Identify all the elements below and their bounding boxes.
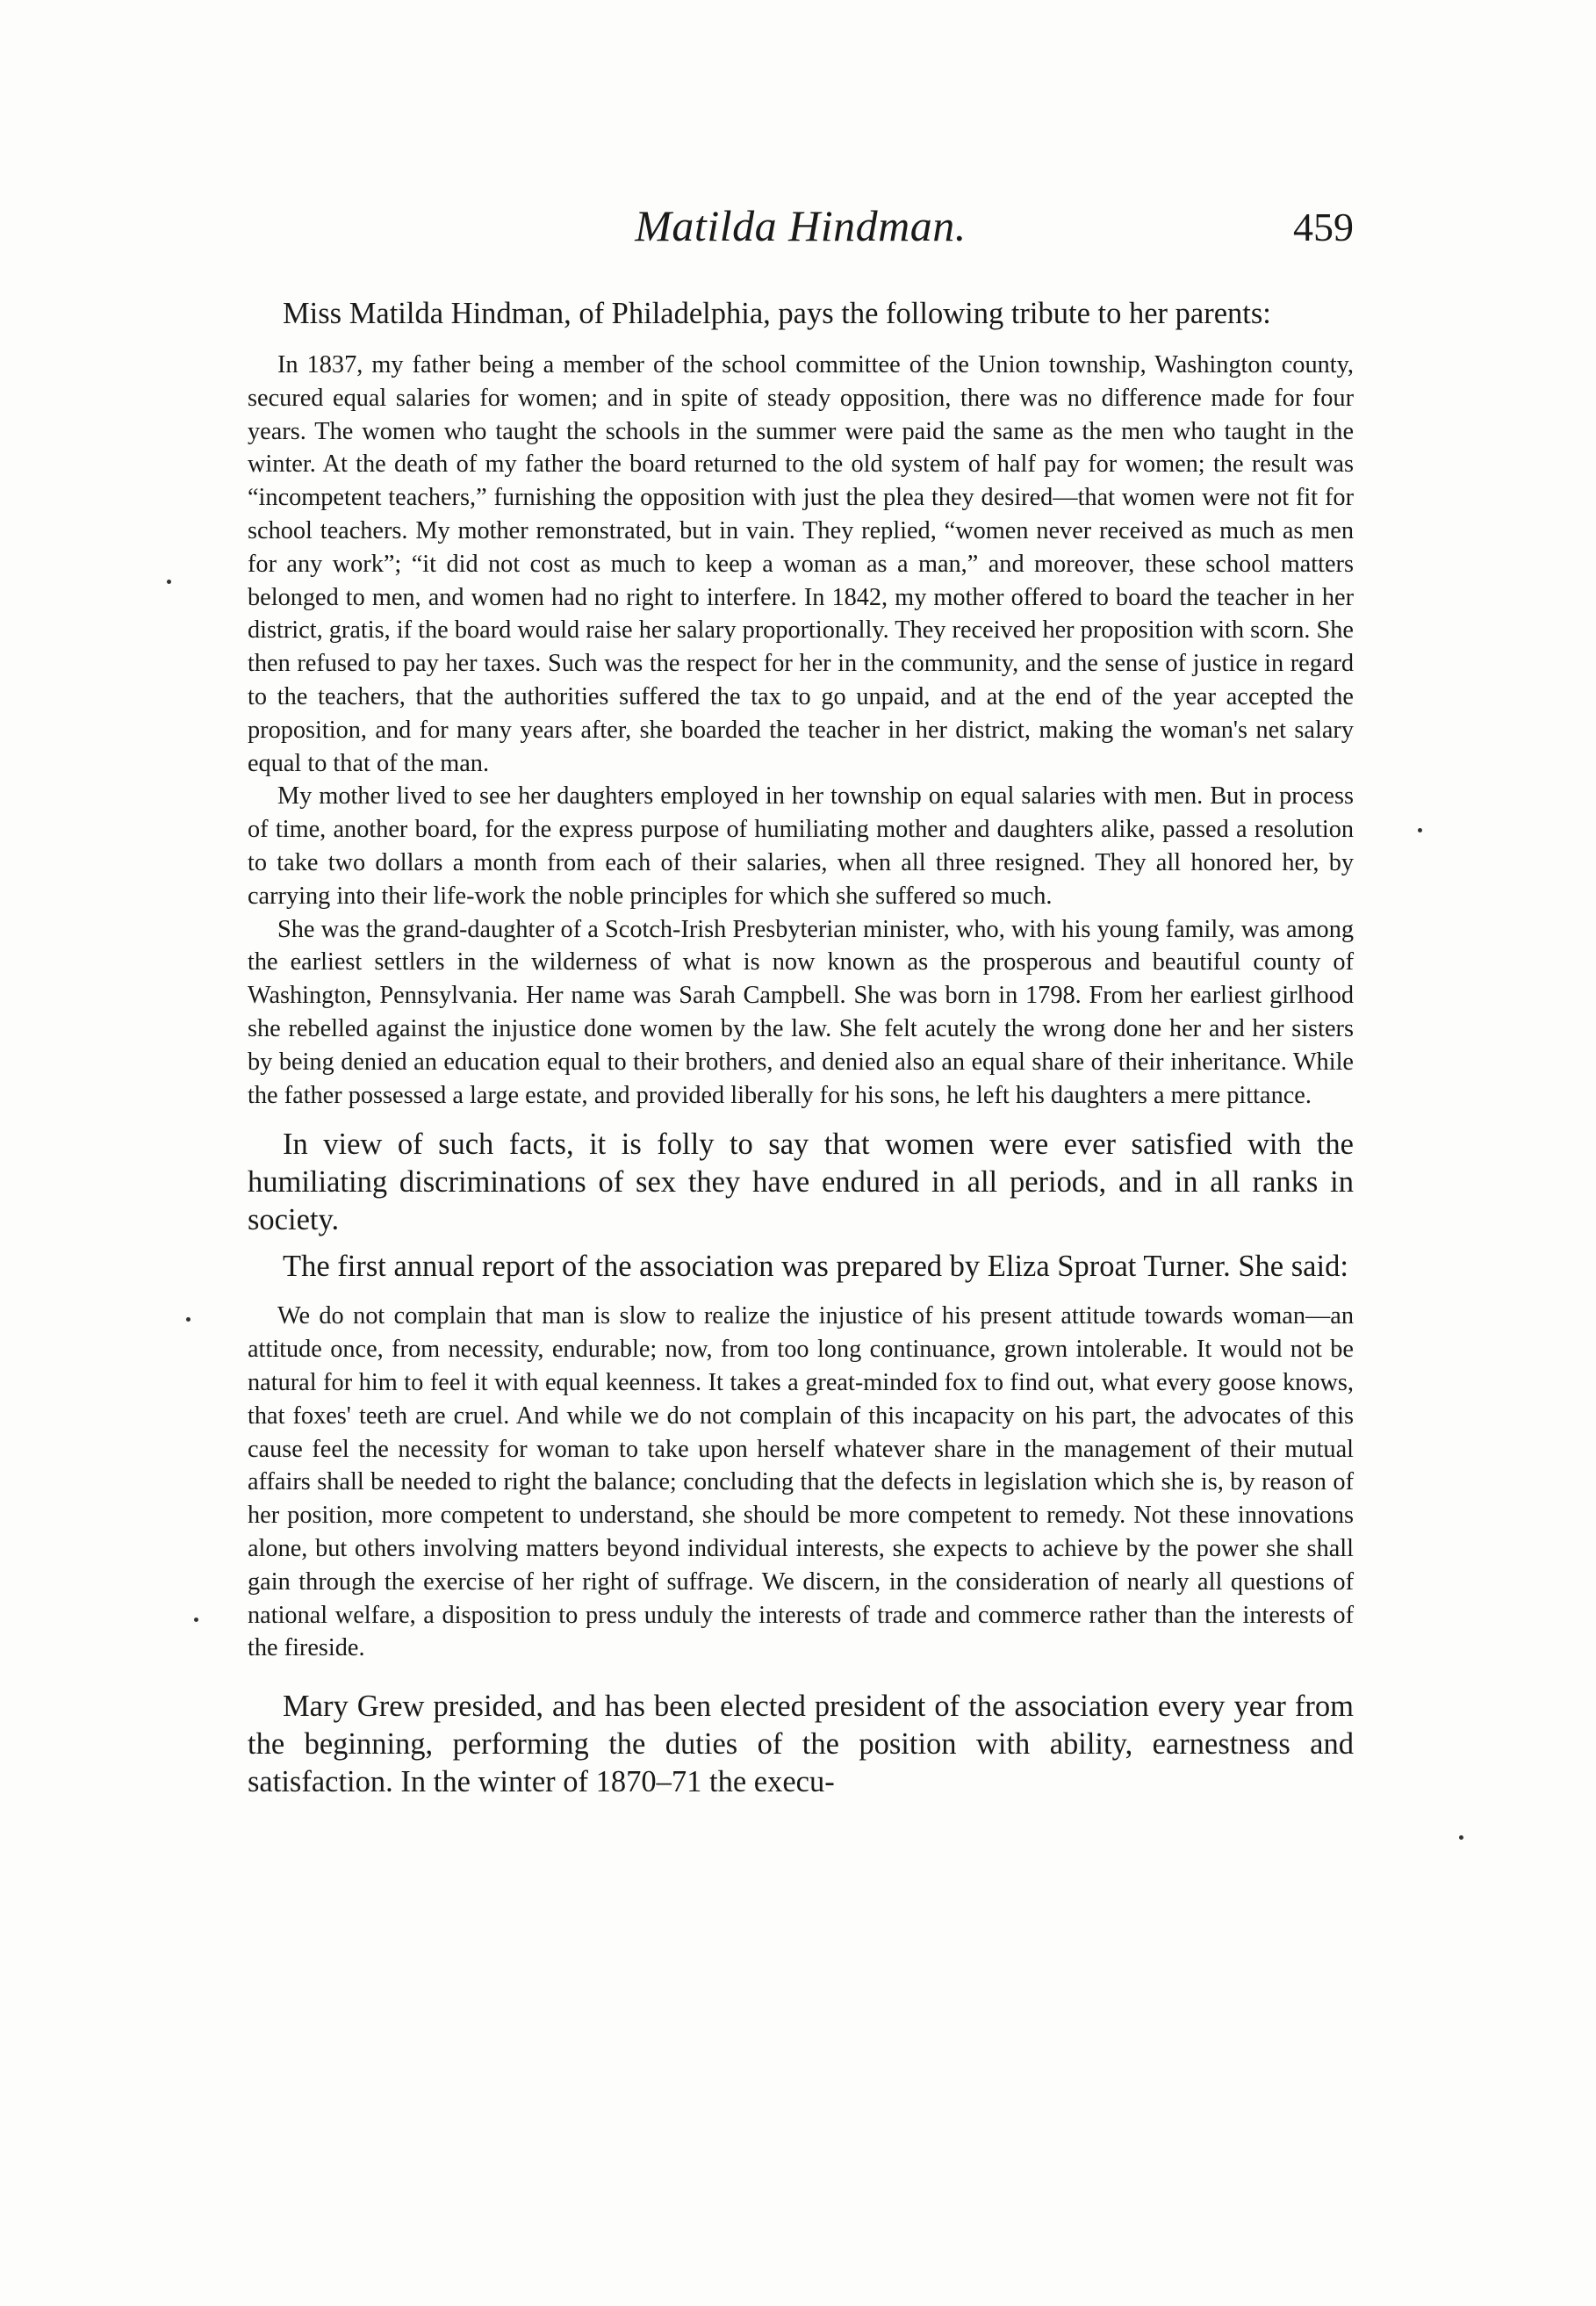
paragraph-in-view: In view of such facts, it is folly to say that women were ever satisfied with the humiliating discriminations of sex they have endured in all periods, and in all ranks in society.	[248, 1128, 1354, 1237]
intro-paragraph: Miss Matilda Hindman, of Philadelphia, pays the following tribute to her parents:	[283, 297, 1271, 330]
quote-paragraph-report: We do not complain that man is slow to realize the injustice of his present attitude towards woman—an attitude once, from necessity, endurable; now, from too long continuance, grown intolerable. It would not be natural for him to feel it with equal keenness. It takes a great-minded fox to find out, what every goose knows, that foxes' teeth are cruel. And while we do not complain of this incapacity on his part, the advocates of this cause feel the necessity for woman to take upon herself whatever share in the management of their mutual affairs shall be needed to right the balance; concluding that the defects in legislation which she is, by reason of her position, more competent to understand, she should be more competent to remedy. Not these innovations alone, but others involving matters beyond individual interests, she expects to achieve by the power she shall gain through the exercise of her right of suffrage. We discern, in the consideration of nearly all questions of national welfare, a disposition to press unduly the interests of trade and commerce rather than the interests of the fireside.	[248, 1302, 1354, 1662]
body-text	[248, 295, 1354, 1801]
paragraph-mary-grew: Mary Grew presided, and has been elected president of the association every year from the beginning, performing the duties of the position with ability, earnestness and satisfaction. In the winter of 1870–71 the execu-	[248, 1690, 1354, 1799]
paper-speck	[194, 1618, 198, 1622]
running-head	[248, 195, 1354, 265]
quote-paragraph-mother: My mother lived to see her daughters employed in her township on equal salaries with men. But in process of time, another board, for the express purpose of humiliating mother and daughters alike, passed a resolution to take two dollars a month from each of their salaries, when all three resigned. They all honored her, by carrying into their life-work the noble principles for which she suffered so much.	[248, 782, 1354, 910]
page-number: 459	[1293, 205, 1354, 249]
paper-speck	[1418, 828, 1422, 832]
paper-speck	[186, 1317, 191, 1322]
running-title: Matilda Hindman.	[635, 201, 967, 250]
paper-speck	[1459, 1835, 1463, 1840]
paper-speck	[167, 580, 171, 584]
paragraph-annual-report: The first annual report of the association was prepared by Eliza Sproat Turner. She said:	[283, 1250, 1348, 1284]
quote-paragraph-grandmother: She was the grand-daughter of a Scotch-Irish Presbyterian minister, who, with his young family, was among the earliest settlers in the wilderness of what is now known as the prosperous and beautiful county of Washington, Pennsylvania. Her name was Sarah Campbell. She was born in 1798. From her earliest girlhood she rebelled against the injustice done women by the law. She felt acutely the wrong done her and her sisters by being denied an education equal to their brothers, and denied also an equal share of their inheritance. While the father possessed a large estate, and provided liberally for his sons, he left his daughters a mere pittance.	[248, 915, 1354, 1109]
quote-paragraph-father: In 1837, my father being a member of the school committee of the Union township, Washington county, secured equal salaries for women; and in spite of steady opposition, there was no difference made for four years. The women who taught the schools in the summer were paid the same as the men who taught in the winter. At the death of my father the board returned to the old system of half pay for women; the result was “incompetent teachers,” furnishing the opposition with just the plea they desired—that women were not fit for school teachers. My mother remonstrated, but in vain. They replied, “women never received as much as men for any work”; “it did not cost as much to keep a woman as a man,” and moreover, these school matters belonged to men, and women had no right to interfere. In 1842, my mother offered to board the teacher in her district, gratis, if the board would raise her salary proportionally. They received her proposition with scorn. She then refused to pay her taxes. Such was the respect for her in the community, and the sense of justice in regard to the teachers, that the authorities suffered the tax to go unpaid, and at the end of the year accepted the proposition, and for many years after, she boarded the teacher in her district, making the woman's net salary equal to that of the man.	[248, 351, 1354, 777]
